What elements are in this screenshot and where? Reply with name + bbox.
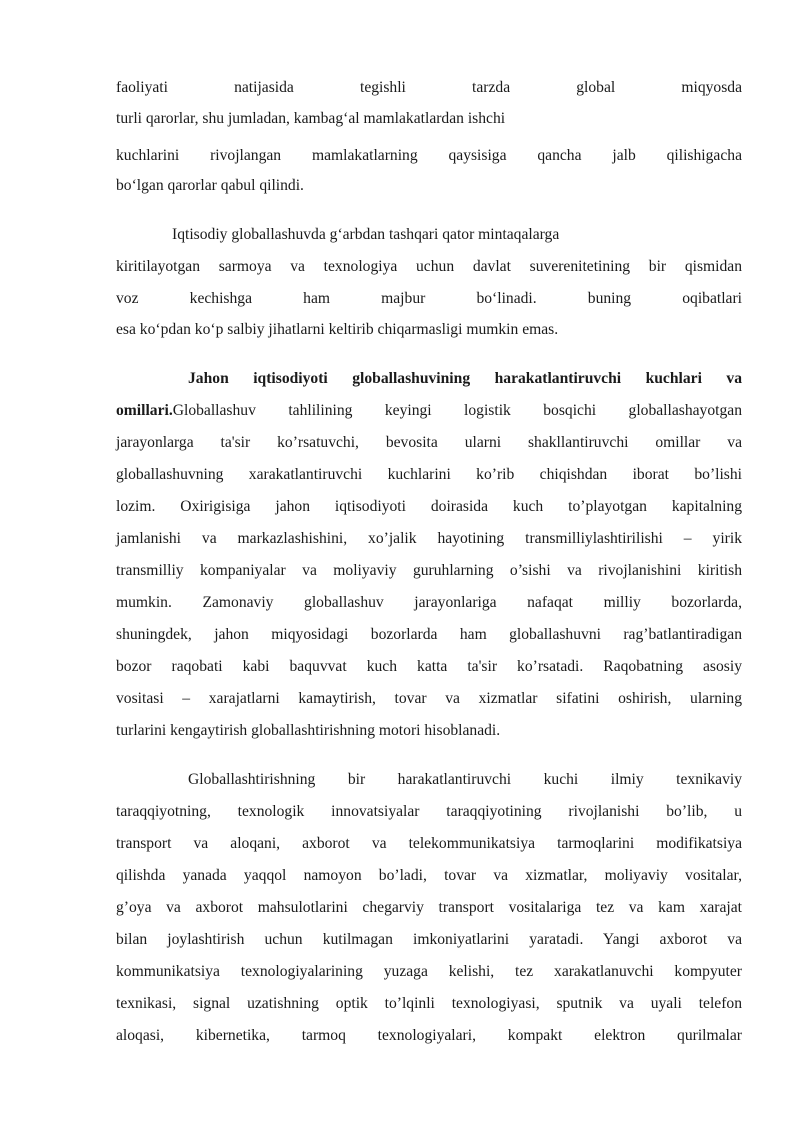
text-line: bo‘lgan qarorlar qabul qilindi. [116,177,304,194]
text-line: lozim. Oxirigisiga jahon iqtisodiyoti doirasida kuch to’playotgan kapitalning [116,498,742,515]
section-heading: Jahon iqtisodiyoti globallashuvining harakatlantiruvchi kuchlari va [188,370,742,387]
text-line: voz kechishga ham majbur bo‘linadi. buning oqibatlari [116,290,742,307]
section-heading-end: omillari. [116,402,173,419]
text-line: shuningdek, jahon miqyosidagi bozorlarda ham globallashuvni rag’batlantiradigan [116,626,742,643]
text-line: esa ko‘pdan ko‘p salbiy jihatlarni keltirib chiqarmasligi mumkin emas. [116,321,559,338]
text-line: faoliyati natijasida tegishli tarzda global miqyosda [116,79,742,96]
text-line: texnikasi, signal uzatishning optik to’lqinli texnologiyasi, sputnik va uyali telefon [116,995,742,1012]
text-line: transmilliy kompaniyalar va moliyaviy guruhlarning o’sishi va rivojlanishini kiritish [116,562,742,579]
text-line [116,401,742,421]
text-line: jamlanishi va markazlashishini, xo’jalik hayotining transmilliylashtirilishi – yirik [116,530,742,547]
text-line: taraqqiyotning, texnologik innovatsiyalar taraqqiyotining rivojlanishi bo’lib, u [116,803,742,820]
paragraph-start: Globallashuv tahlilining keyingi logistik bosqichi globallashayotgan [172,402,742,419]
text-line: bilan joylashtirish uchun kutilmagan imkoniyatlarini yaratadi. Yangi axborot va [116,931,742,948]
text-line: mumkin. Zamonaviy globallashuv jarayonlariga nafaqat milliy bozorlarda, [116,594,742,611]
text-line: aloqasi, kibernetika, tarmoq texnologiyalari, kompakt elektron qurilmalar [116,1027,742,1044]
text-line: kuchlarini rivojlangan mamlakatlarning qaysisiga qancha jalb qilishigacha [116,147,742,164]
text-line: kommunikatsiya texnologiyalarining yuzaga kelishi, tez xarakatlanuvchi kompyuter [116,963,742,980]
text-line: jarayonlarga ta'sir ko’rsatuvchi, bevosita ularni shakllantiruvchi omillar va [116,434,742,451]
text-line: Iqtisodiy globallashuvda g‘arbdan tashqari qator mintaqalarga [172,226,560,243]
text-line: g’oya va axborot mahsulotlarini chegarviy transport vositalariga tez va kam xarajat [116,899,742,916]
text-line: bozor raqobati kabi baquvvat kuch katta ta'sir ko’rsatadi. Raqobatning asosiy [116,658,742,675]
text-line: transport va aloqani, axborot va telekommunikatsiya tarmoqlarini modifikatsiya [116,835,742,852]
text-line: kiritilayotgan sarmoya va texnologiya uchun davlat suverenitetining bir qismidan [116,258,742,275]
text-line: globallashuvning xarakatlantiruvchi kuchlarini ko’rib chiqishdan iborat bo’lishi [116,466,742,483]
text-line: vositasi – xarajatlarni kamaytirish, tovar va xizmatlar sifatini oshirish, ularning [116,690,742,707]
text-line: turli qarorlar, shu jumladan, kambag‘al mamlakatlardan ishchi [116,110,506,127]
text-line: Globallashtirishning bir harakatlantiruvchi kuchi ilmiy texnikaviy [188,771,742,788]
text-line: turlarini kengaytirish globallashtirishning motori hisoblanadi. [116,722,501,739]
text-line: qilishda yanada yaqqol namoyon bo’ladi, tovar va xizmatlar, moliyaviy vositalar, [116,867,742,884]
